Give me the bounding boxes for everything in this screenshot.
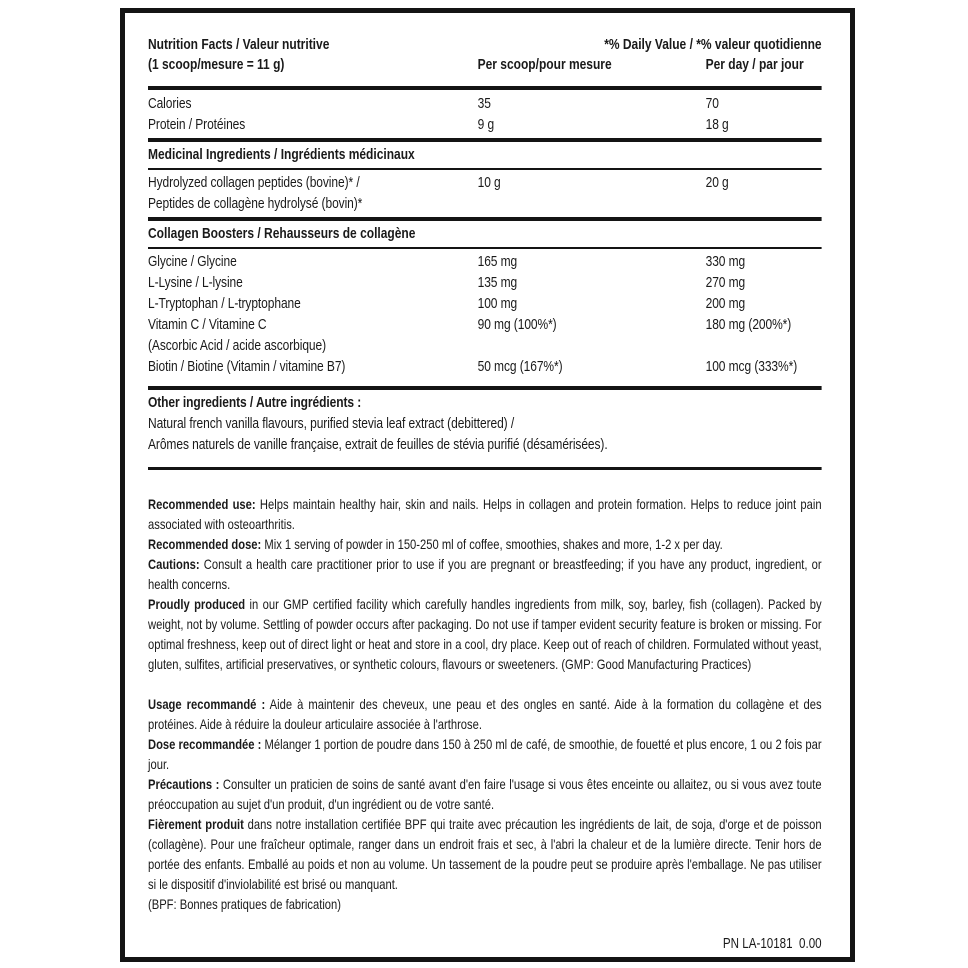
paragraph-proudly-produced — [148, 594, 822, 674]
product-code: PN LA-10181 0.00 — [722, 936, 822, 952]
divider — [148, 86, 822, 90]
serving-size-label: (1 scoop/mesure = 11 g) — [148, 56, 285, 73]
col-header-per-scoop: Per scoop/pour mesure — [477, 56, 612, 73]
paragraph-cautions — [148, 554, 822, 594]
per-scoop-value: 135 mg — [477, 274, 518, 291]
divider — [148, 168, 822, 170]
paragraph-dose-recommandee — [148, 734, 822, 774]
paragraph-text: Mélanger 1 portion de poudre dans 150 à 250 ml de café, de smoothie, de fouetté et plus encore, 1 ou 2 fois par jour. — [148, 736, 822, 772]
table-row-lysine — [148, 272, 822, 293]
per-day-value: 330 mg — [705, 253, 746, 270]
section-header-medicinal: Medicinal Ingredients / Ingrédients médicinaux — [148, 146, 415, 163]
other-ingredients-line: Arômes naturels de vanille française, extrait de feuilles de stévia purifié (désamérisées). — [148, 436, 608, 453]
divider — [148, 467, 822, 470]
per-scoop-value: 50 mcg (167%*) — [477, 358, 563, 375]
other-ingredients-line: Natural french vanilla flavours, purified stevia leaf extract (debittered) / — [148, 415, 515, 432]
nutrition-label-panel — [120, 8, 855, 962]
table-row-vitamin-c — [148, 314, 822, 356]
paragraph-lead: Proudly produced — [148, 596, 246, 612]
paragraph-recommended-use — [148, 494, 822, 534]
divider — [148, 386, 822, 390]
paragraph-usage-recommande — [148, 694, 822, 734]
per-day-value: 100 mcg (333%*) — [705, 358, 798, 375]
paragraph-text: dans notre installation certifiée BPF qui traite avec précaution les ingrédients de lait, de soja, d'orge et de poisson (collagène). Pour une fraîcheur optimale, ranger dans un endroit frais et sec, à l'abri la chaleur et de la lumière directe. Tenir hors de portée des enfants. Emballé au poids et non au volume. Un tassement de la poudre peut se produire après l'emballage. Ne pas utiliser si le dispositif d'inviolabilité est brisé ou manquant. — [148, 816, 822, 892]
nutrient-name: L-Tryptophan / L-tryptophane — [148, 295, 301, 312]
daily-value-label: *% Daily Value / *% valeur quotidienne — [604, 36, 822, 53]
per-day-value: 20 g — [705, 174, 729, 191]
english-info-block — [148, 494, 822, 674]
nutrient-name: Protein / Protéines — [148, 116, 246, 133]
paragraph-lead: Usage recommandé : — [148, 696, 266, 712]
section-header-boosters: Collagen Boosters / Rehausseurs de collagène — [148, 225, 416, 242]
paragraph-fierement-produit — [148, 814, 822, 894]
per-scoop-value: 35 — [477, 95, 491, 112]
paragraph-lead: Dose recommandée : — [148, 736, 262, 752]
per-day-value: 70 — [705, 95, 719, 112]
paragraph-precautions — [148, 774, 822, 814]
paragraph-lead: Recommended use: — [148, 496, 256, 512]
paragraph-recommended-dose — [148, 534, 822, 554]
nutrient-name: Glycine / Glycine — [148, 253, 237, 270]
per-day-value: 180 mg (200%*) — [705, 316, 792, 333]
french-info-block — [148, 694, 822, 914]
per-day-value: 200 mg — [705, 295, 746, 312]
paragraph-text: Helps maintain healthy hair, skin and nails. Helps in collagen and protein formation. Helps to reduce joint pain associated with osteoarthritis. — [148, 496, 822, 532]
divider — [148, 138, 822, 142]
table-row-protein — [148, 114, 822, 135]
per-day-value: 270 mg — [705, 274, 746, 291]
nutrient-name: Hydrolyzed collagen peptides (bovine)* / Peptides de collagène hydrolysé (bovin)* — [148, 174, 363, 212]
nutrient-name: L-Lysine / L-lysine — [148, 274, 243, 291]
nutrient-name: Vitamin C / Vitamine C (Ascorbic Acid / acide ascorbique) — [148, 316, 327, 354]
nutrition-facts-title: Nutrition Facts / Valeur nutritive — [148, 36, 330, 53]
per-scoop-value: 165 mg — [477, 253, 518, 270]
per-scoop-value: 10 g — [477, 174, 501, 191]
per-scoop-value: 100 mg — [477, 295, 518, 312]
paragraph-lead: Précautions : — [148, 776, 220, 792]
per-scoop-value: 9 g — [477, 116, 495, 133]
paragraph-lead: Fièrement produit — [148, 816, 244, 832]
divider — [148, 247, 822, 249]
table-row-biotin — [148, 356, 822, 377]
per-scoop-value: 90 mg (100%*) — [477, 316, 557, 333]
paragraph-lead: Recommended dose: — [148, 536, 262, 552]
paragraph-text: Consulter un praticien de soins de santé avant d'en faire l'usage si vous êtes enceinte ou allaitez, ou si vous avez toute préoccupation au sujet d'un produit, d'un ingrédient ou de votre santé. — [148, 776, 822, 812]
bpf-note: (BPF: Bonnes pratiques de fabrication) — [148, 896, 341, 912]
per-day-value: 18 g — [705, 116, 729, 133]
paragraph-text: Aide à maintenir des cheveux, une peau et des ongles en santé. Aide à la formation du collagène et des protéines. Aide à réduire la douleur articulaire associée à l'arthrose. — [148, 696, 822, 732]
table-row-collagen-peptides — [148, 172, 822, 214]
paragraph-lead: Cautions: — [148, 556, 200, 572]
other-ingredients-label: Other ingredients / Autre ingrédients : — [148, 394, 362, 411]
nutrient-name: Biotin / Biotine (Vitamin / vitamine B7) — [148, 358, 346, 375]
col-header-per-day: Per day / par jour — [705, 56, 804, 73]
table-row-glycine — [148, 251, 822, 272]
paragraph-text: in our GMP certified facility which carefully handles ingredients from milk, soy, barley, fish (collagen). Packed by weight, not by volume. Settling of powder occurs after packaging. Do not use if tamper evident security feature is broken or missing. For optimal freshness, keep out of direct light or heat and store in a cool, dry place. Keep out of reach of children. Formulated without yeast, gluten, sulfites, artificial preservatives, or synthetic colours, flavours or sweeteners. (GMP: Good Manufacturing Practices) — [148, 596, 822, 672]
table-row-tryptophan — [148, 293, 822, 314]
panel-header-row-2 — [148, 55, 822, 75]
nutrient-name: Calories — [148, 95, 192, 112]
panel-header-row-1 — [148, 35, 822, 55]
paragraph-text: Consult a health care practitioner prior to use if you are pregnant or breastfeeding; if you have any product, ingredient, or health concerns. — [148, 556, 822, 592]
paragraph-text: Mix 1 serving of powder in 150-250 ml of coffee, smoothies, shakes and more, 1-2 x per day. — [264, 536, 723, 552]
divider — [148, 217, 822, 221]
table-row-calories — [148, 93, 822, 114]
